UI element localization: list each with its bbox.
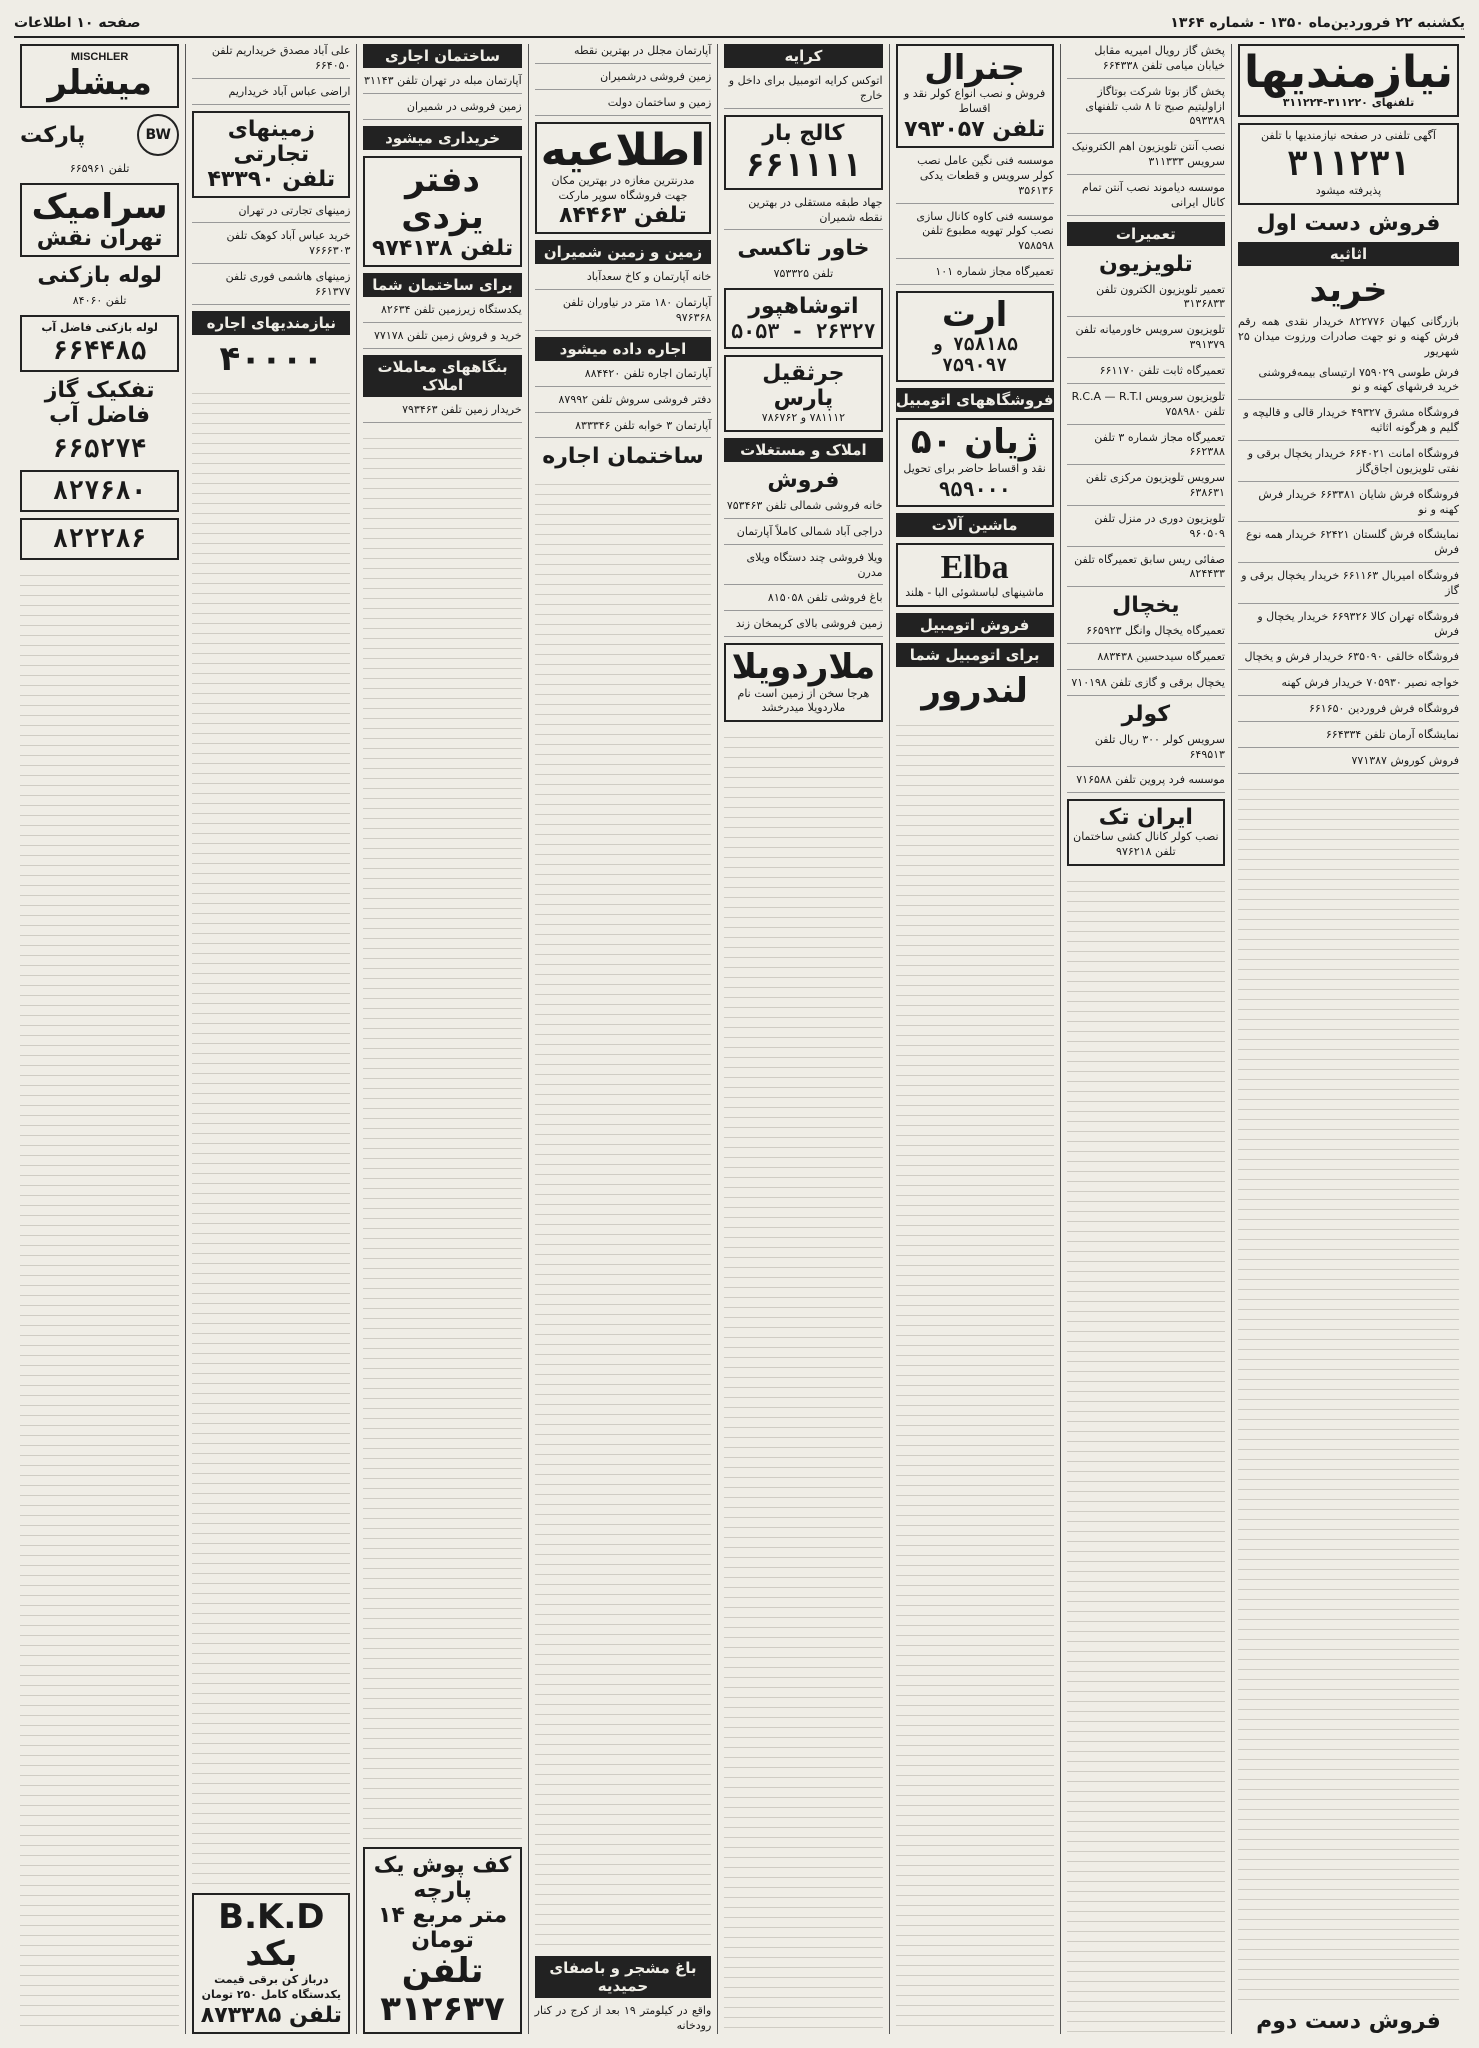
zhian-text: نقد و اقساط حاضر برای تحویل [903, 461, 1046, 475]
list-item: زمینهای هاشمی فوری تلفن ۶۶۱۳۷۷ [192, 270, 350, 305]
section-machinery: ماشین آلات [896, 513, 1054, 537]
section-real-estate-agencies: بنگاههای معاملات املاک [363, 355, 521, 397]
column-8 [14, 44, 185, 2034]
list-item: تلویزیون سرویس خاورمیانه تلفن ۳۹۱۳۷۹ [1067, 323, 1225, 358]
list-item: پخش گاز رویال امیریه مقابل خیابان میامی تلفن ۶۶۴۳۳۸ [1067, 44, 1225, 79]
otoshahpour-tel: ۲۶۳۲۷ - ۵۰۵۳ [731, 319, 876, 344]
classifieds-title: نیازمندیها [1243, 47, 1453, 98]
elba-title: Elba [940, 548, 1009, 586]
pipe-title: لوله بازکنی [37, 263, 162, 289]
list-item: آپارتمان مجلل در بهترین نقطه [535, 44, 712, 64]
bkd-box [192, 1893, 350, 2034]
pipe-ad-tel: ۶۶۴۴۸۵ [52, 336, 147, 367]
list-item: دفتر فروشی سروش تلفن ۸۷۹۹۲ [535, 393, 712, 413]
header-page: صفحه ۱۰ اطلاعات [14, 15, 141, 31]
list-item: خرید عباس آباد کوهک تلفن ۷۶۶۶۳۰۳ [192, 229, 350, 264]
buy-title: خرید [1309, 269, 1388, 310]
elba-text: ماشینهای لباسشوئی البا - هلند [905, 586, 1044, 599]
section-repairs: تعمیرات [1067, 222, 1225, 246]
mallard-box [724, 643, 882, 722]
general-tel: تلفن ۷۹۳۰۵۷ [904, 117, 1046, 143]
pipe-ad4-tel: ۸۲۲۲۸۶ [52, 524, 147, 555]
small-print-filler [724, 728, 882, 2034]
list-item: نمایشگاه آرمان تلفن ۶۶۴۳۳۴ [1238, 728, 1459, 748]
pipe-ad3-tel: ۸۲۷۶۸۰ [52, 476, 147, 507]
list-item: تعمیر تلویزیون الکترون تلفن ۳۱۳۶۸۳۳ [1067, 283, 1225, 318]
list-item: یکدستگاه زیرزمین تلفن ۸۲۶۳۴ [363, 303, 521, 323]
small-print-filler [896, 716, 1054, 2034]
jarsaghil-box [724, 355, 882, 432]
general-title: جنرال [924, 48, 1025, 88]
list-item: دراجی آباد شمالی کاملاً آپارتمان [724, 525, 882, 545]
list-item: تعمیرگاه سیدحسین ۸۸۳۴۳۸ [1067, 650, 1225, 670]
list-item: تعمیرگاه مجاز شماره ۱۰۱ [896, 265, 1054, 285]
parquet-tel: تلفن ۶۶۵۹۶۱ [69, 162, 130, 176]
kaf-box [363, 1847, 521, 2034]
building-rent-heading: ساختمان اجاره [542, 444, 704, 470]
small-print-filler [192, 384, 350, 1886]
pipe-ad-title: لوله بازکنی فاضل آب [41, 321, 158, 335]
list-item: خانه فروشی شمالی تلفن ۷۵۳۴۶۳ [724, 499, 882, 519]
mallard-text: هرجا سخن از زمین است نام ملاردویلا میدرخشد [737, 686, 870, 715]
jarsaghil-title: جرثقیل پارس [762, 361, 845, 412]
list-item: باغ فروشی تلفن ۸۱۵۰۵۸ [724, 591, 882, 611]
list-item: زمین فروشی در شمیران [363, 100, 521, 120]
collage-box [724, 115, 882, 190]
classifieds-phones: تلفنهای ۳۱۱۲۲۰-۳۱۱۲۲۴ [1282, 96, 1415, 110]
arat-box [896, 291, 1054, 382]
arat-title: ارت [941, 294, 1008, 335]
list-item: جهاد طبقه مستقلی در بهترین نقطه شمیران [724, 196, 882, 231]
parquet-title: پارکت [20, 122, 86, 148]
section-for-your-car: برای اتومبیل شما [896, 643, 1054, 667]
fridge-heading: یخچال [1112, 593, 1180, 619]
list-item: ویلا فروشی چند دستگاه ویلای مدرن [724, 551, 882, 586]
rent-text: اتوکس کرایه اتومبیل برای داخل و خارج [724, 74, 882, 109]
garden-text: واقع در کیلومتر ۱۹ بعد از کرج در کنار رودخانه [534, 2004, 712, 2033]
list-item: تعمیرگاه یخچال وانگل ۶۶۵۹۲۳ [1067, 624, 1225, 644]
small-print-filler [363, 429, 521, 1841]
mallard-title: ملاردویلا [731, 647, 876, 688]
khavar-title: خاور تاکسی [737, 236, 870, 262]
section-shemiran-land: زمین و زمین شمیران [535, 240, 712, 264]
list-item: موسسه فنی کاوه کانال سازی نصب کولر تهویه مطبوع تلفن ۷۵۸۵۹۸ [896, 210, 1054, 260]
commercial-land-box [192, 111, 350, 198]
daftar-box [363, 156, 521, 268]
section-rental-buildings: ساختمان اجاری [363, 44, 521, 68]
column-7 [185, 44, 356, 2034]
mischler-title: میشلر [47, 62, 152, 103]
list-item: آپارتمان ۳ خوابه تلفن ۸۳۳۳۴۶ [535, 419, 712, 439]
list-item: فروش کوروش ۷۷۱۳۸۷ [1238, 754, 1459, 774]
phone-ad-box [1238, 123, 1459, 205]
list-item: سرویس تلویزیون مرکزی تلفن ۶۳۸۶۳۱ [1067, 471, 1225, 506]
column-5 [528, 44, 718, 2034]
section-furniture: اثاثیه [1238, 242, 1459, 266]
small-print-filler [1067, 872, 1225, 2034]
column-2 [1060, 44, 1231, 2034]
classifieds-title-box [1238, 44, 1459, 117]
general-box [896, 44, 1054, 148]
list-item: پخش گاز بوتا شرکت بوتاگاز ازاولیتیم صبح تا ۸ شب تلفنهای ۵۹۳۳۸۹ [1067, 85, 1225, 135]
list-item: خرید و فروش زمین تلفن ۷۷۱۷۸ [363, 329, 521, 349]
bkd-title: B.K.D بکد [218, 1896, 325, 1974]
otoshahpour-box [724, 288, 882, 349]
list-item: تعمیرگاه مجاز شماره ۳ تلفن ۶۶۲۳۸۸ [1067, 431, 1225, 466]
notice-tel: تلفن ۸۴۴۶۳ [559, 203, 687, 229]
small-print-filler [20, 566, 179, 2034]
phone-ad-label: آگهی تلفنی در صفحه نیازمندیها با تلفن [1261, 129, 1436, 143]
zhian-box [896, 418, 1054, 506]
column-3 [889, 44, 1060, 2034]
cooler-heading: کولر [1121, 701, 1171, 727]
list-item: زمین فروشی بالای کریمخان زند [724, 617, 882, 637]
sale-heading: فروش [767, 468, 840, 494]
buy-text: بازرگانی کیهان ۸۲۲۷۷۶ خریدار نقدی همه رقم فرش کهنه و نو جهت صادرات ورزوت میدان ۲۵ شهریور [1237, 315, 1459, 358]
pipe-tel: تلفن ۸۴۰۶۰ [72, 294, 127, 308]
mischler-tag: MISCHLER [70, 51, 129, 63]
list-item: تلویزیون سرویس R.C.A — R.T.I تلفن ۷۵۸۹۸۰ [1067, 390, 1225, 425]
section-first-hand: فروش دست اول [1256, 210, 1441, 236]
buy-land: خریدار زمین تلفن ۷۹۳۴۶۳ [363, 403, 521, 423]
list-item: آپارتمان اجاره تلفن ۸۸۴۴۲۰ [535, 367, 712, 387]
list-item: فرش طوسی ۷۵۹۰۲۹ ارتیسای بیمه‌فروشنی خرید فرشهای کهنه و نو [1238, 366, 1459, 401]
list-item: تعمیرگاه ثابت تلفن ۶۶۱۱۷۰ [1067, 364, 1225, 384]
list-item: فروشگاه مشرق ۴۹۳۲۷ خریدار قالی و قالیچه و گلیم و هرگونه اثاثیه [1238, 406, 1459, 441]
list-item: آپارتمان مبله در تهران تلفن ۳۱۱۴۳ [363, 74, 521, 94]
landrover-title: لندرور [921, 670, 1028, 711]
list-item: تلویزیون دوری در منزل تلفن ۹۶۰۵۰۹ [1067, 512, 1225, 547]
section-rent: کرایه [724, 44, 882, 68]
irantak-title: ایران تک [1098, 805, 1193, 831]
section-car-sale: فروش اتومبیل [896, 613, 1054, 637]
collage-title: کالج بار [762, 120, 845, 146]
collage-tel: ۶۶۱۱۱۱ [745, 145, 862, 184]
kaf-price: متر مربع ۱۴ تومان [378, 1903, 508, 1954]
list-item: خانه آپارتمان و کاخ سعدآباد [535, 270, 712, 290]
section-second-hand: فروش دست دوم [1256, 2009, 1441, 2034]
list-item: فروشگاه تهران کالا ۶۶۹۳۲۶ خریدار یخچال و فرش [1238, 610, 1459, 645]
list-item: موسسه فنی نگین عامل نصب کولر سرویس و قطعات یدکی ۳۵۶۱۳۶ [896, 154, 1054, 204]
list-item: موسسه دیاموند نصب آنتن تمام کانال ایرانی [1067, 181, 1225, 216]
commercial-land-tel: تلفن ۴۳۳۹۰ [207, 166, 336, 192]
ceramic-box [20, 183, 179, 257]
pipe-ad2-tel: ۶۶۵۲۷۴ [52, 434, 147, 465]
ad-columns [14, 44, 1465, 2034]
section-hamidieh-garden: باغ مشجر و باصفای حمیدیه [535, 1956, 712, 1998]
list-item: فروشگاه امیربال ۶۶۱۱۶۳ خریدار یخچال برقی و گاز [1238, 569, 1459, 604]
list-item: صفائی ریس سابق تعمیرگاه تلفن ۸۲۴۴۳۳ [1067, 553, 1225, 588]
elba-box [896, 543, 1054, 607]
ceramic-sub: تهران نقش [36, 226, 163, 252]
column-4 [717, 44, 888, 2034]
header-date: یکشنبه ۲۲ فروردین‌ماه ۱۳۵۰ - شماره ۱۳۶۴ [1170, 15, 1465, 31]
list-item: فروشگاه فرش شایان ۶۶۳۳۸۱ خریدار فرش کهنه و نو [1238, 488, 1459, 523]
mischler-box [20, 44, 179, 108]
list-item: فروشگاه فرش فروردین ۶۶۱۶۵۰ [1238, 702, 1459, 722]
page-header [14, 10, 1465, 38]
small-print-filler [1238, 780, 1459, 2003]
irantak-text: نصب کولر کانال کشی ساختمان تلفن ۹۷۶۲۱۸ [1073, 830, 1219, 859]
list-item: فروشگاه امانت ۶۶۴۰۲۱ خریدار یخچال برقی و نفتی تلویزیون اجاق‌گاز [1238, 447, 1459, 482]
pipe-ad3-box [20, 470, 179, 512]
zhian-title: ژیان ۵۰ [910, 422, 1039, 463]
list-item: سرویس کولر ۳۰۰ ریال تلفن ۶۴۹۵۱۳ [1067, 733, 1225, 768]
notice-box [535, 122, 712, 235]
list-item: اراضی عباس آباد خریداریم [192, 85, 350, 105]
tv-heading: تلویزیون [1098, 251, 1193, 277]
list-item: خواجه نصیر ۷۰۵۹۳۰ خریدار فرش کهنه [1238, 676, 1459, 696]
list-item: یخچال برقی و گازی تلفن ۷۱۰۱۹۸ [1067, 676, 1225, 696]
column-1 [1231, 44, 1465, 2034]
list-item: علی آباد مصدق خریداریم تلفن ۶۶۴۰۵۰ [192, 44, 350, 79]
section-wanted: خریداری میشود [363, 126, 521, 150]
pipe-ad4-box [20, 518, 179, 560]
gas-sewer-title: تفکیک گاز فاضل آب [44, 378, 155, 429]
zhian-tel: ۹۵۹۰۰۰ [938, 476, 1011, 501]
bw-row [20, 114, 179, 156]
notice-title: اطلاعیه [540, 124, 706, 176]
jarsaghil-tel: ۷۸۱۱۱۲ و ۷۸۶۷۶۲ [761, 411, 846, 425]
list-item: زمینهای تجارتی در تهران [192, 204, 350, 224]
kaf-title: کف پوش یک پارچه [373, 1853, 512, 1904]
commercial-land-title: زمینهای تجارتی [227, 116, 315, 167]
phone-ad-note: پذیرفته میشود [1315, 183, 1382, 197]
list-item: فروشگاه خالقی ۶۳۵۰۹۰ خریدار فرش و یخچال [1238, 650, 1459, 670]
otoshahpour-title: اتوشاهپور [748, 294, 859, 320]
pipe-ad-box [20, 315, 179, 372]
khavar-tel: تلفن ۷۵۳۳۲۵ [773, 267, 834, 281]
section-for-rent: اجاره داده میشود [535, 337, 712, 361]
list-item: نصب آنتن تلویزیون اهم الکترونیک سرویس ۳۱۱۳۳۳ [1067, 140, 1225, 175]
small-print-filler [535, 475, 712, 1950]
section-car-shops: فروشگاههای اتومبیل [896, 388, 1054, 412]
list-item: زمین فروشی درشمیران [535, 70, 712, 90]
list-item: موسسه فرد پروین تلفن ۷۱۶۵۸۸ [1067, 773, 1225, 793]
list-item: زمین و ساختمان دولت [535, 96, 712, 116]
column-6 [356, 44, 527, 2034]
bkd-text: درباز کن برقی قیمت یکدستگاه کامل ۲۵۰ تومان [201, 1973, 342, 2002]
section-real-estate: املاک و مستغلات [724, 438, 882, 462]
kaf-tel: تلفن ۳۱۲۶۳۷ [380, 1951, 505, 2029]
bkd-tel: تلفن ۸۷۳۳۸۵ [200, 2003, 342, 2028]
ceramic-title: سرامیک [31, 187, 168, 228]
section-rental-needs: نیازمندیهای اجاره [192, 311, 350, 335]
arat-tel: ۷۵۸۱۸۵ و ۷۵۹۰۹۷ [931, 334, 1018, 377]
phone-ad-number: ۳۱۱۲۳۱ [1287, 143, 1410, 184]
list-item: نمایشگاه فرش گلستان ۶۲۴۲۱ خریدار همه نوع فرش [1238, 528, 1459, 563]
notice-text: مدرنترین مغازه در بهترین مکان جهت فروشگاه سوپر مارکت [551, 173, 695, 202]
section-for-your-building: برای ساختمان شما [363, 273, 521, 297]
list-item: آپارتمان ۱۸۰ متر در نیاوران تلفن ۹۷۶۳۶۸ [535, 296, 712, 331]
daftar-tel: تلفن ۹۷۴۱۳۸ [371, 236, 514, 262]
daftar-title: دفتر یزدی [401, 159, 484, 238]
price-ad: ۴۰۰۰۰ [219, 338, 324, 379]
irantak-box [1067, 799, 1225, 866]
bw-logo-icon: BW [137, 114, 179, 156]
general-text: فروش و نصب انواع کولر نقد و اقساط [904, 87, 1046, 116]
